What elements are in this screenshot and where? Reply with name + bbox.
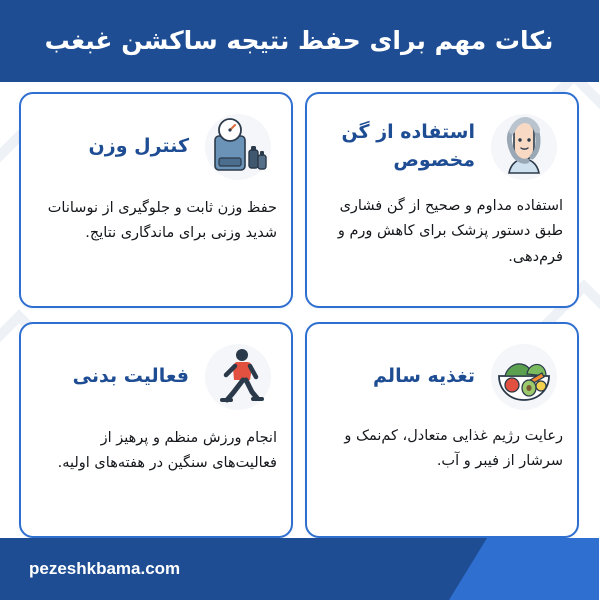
card-title: فعالیت بدنی — [73, 365, 190, 388]
card-description: انجام ورزش منظم و پرهیز از فعالیت‌های سنگین در هفته‌های اولیه. — [58, 430, 278, 472]
header-banner — [0, 0, 600, 82]
walking-person-icon — [200, 338, 278, 416]
salad-bowl-icon — [486, 338, 564, 416]
card-description: استفاده مداوم و صحیح از گن فشاری طبق دستور پزشک برای کاهش ورم و فرم‌دهی. — [338, 198, 564, 265]
card-description: حفظ وزن ثابت و جلوگیری از نوسانات شدید وزنی برای ماندگاری نتایج. — [48, 200, 278, 242]
tip-card-weight-control[interactable] — [20, 92, 294, 308]
tips-grid — [20, 92, 580, 538]
card-header — [322, 338, 564, 416]
card-header — [36, 108, 278, 186]
card-description: رعایت رژیم غذایی متعادل، کم‌نمک و سرشار از فیبر و آب. — [345, 428, 564, 470]
footer-accent-shape — [450, 538, 600, 600]
head-compression-garment-icon — [486, 108, 564, 186]
website-url[interactable]: pezeshkbama.com — [30, 559, 182, 578]
card-title: استفاده از گن مخصوص — [342, 121, 476, 171]
footer-banner — [0, 538, 600, 600]
tip-card-healthy-nutrition[interactable] — [306, 322, 580, 538]
card-title: تغذیه سالم — [374, 365, 476, 388]
card-header — [322, 108, 564, 186]
tip-card-compression-garment[interactable] — [306, 92, 580, 308]
page-title: نکات مهم برای حفظ نتیجه ساکشن غبغب — [45, 26, 555, 55]
tip-card-physical-activity[interactable] — [20, 322, 294, 538]
card-title: کنترل وزن — [89, 135, 190, 158]
weight-scale-icon — [200, 108, 278, 186]
card-header — [36, 338, 278, 416]
